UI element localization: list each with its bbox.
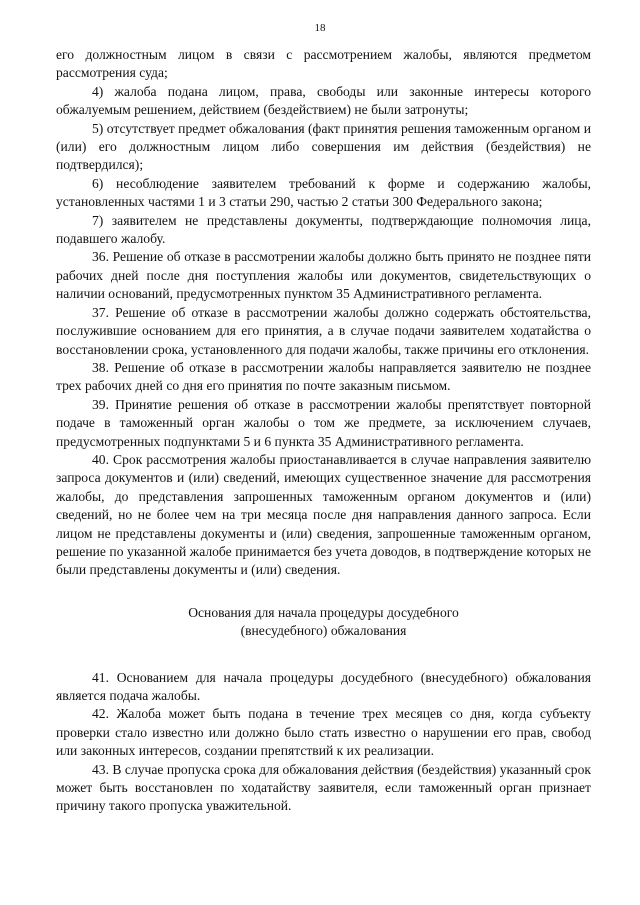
paragraph-item-4: 4) жалоба подана лицом, права, свободы или законные интересы которого обжалуемым решением, действием (бездействием) не были затронуты; <box>56 83 591 118</box>
section-heading <box>56 604 591 641</box>
paragraph-37: 37. Решение об отказе в рассмотрении жалобы должно содержать обстоятельства, послужившие основанием для его принятия, а в случае подачи заявителем ходатайства о восстановлении срока, установленного для подачи жалобы, также причины его отклонения. <box>56 304 591 357</box>
paragraph-item-7: 7) заявителем не представлены документы, подтверждающие полномочия лица, подавшего жалобу. <box>56 212 591 247</box>
paragraph-continuation: его должностным лицом в связи с рассмотрением жалобы, являются предметом рассмотрения суда; <box>56 47 591 81</box>
paragraph-item-6: 6) несоблюдение заявителем требований к форме и содержанию жалобы, установленных частями 1 и 3 статьи 290, частью 2 статьи 300 Федерального закона; <box>56 175 591 210</box>
paragraph-41: 41. Основанием для начала процедуры досудебного (внесудебного) обжалования является подача жалобы. <box>56 669 591 703</box>
paragraph-40: 40. Срок рассмотрения жалобы приостанавливается в случае направления заявителю запроса документов и (или) сведений, имеющих существенное значение для рассмотрения жалобы, до представления запрошенных таможенным органом документов и (или) сведений, но не более чем на три месяца после дня направления данного запроса. Если лицом не представлены документы и (или) сведения, запрошенные таможенным органом, решение по указанной жалобе принимается без учета доводов, в подтверждение которых не были представлены документы и (или) сведения. <box>56 451 591 578</box>
document-body <box>56 46 591 816</box>
section-heading-line-2: (внесудебного) обжалования <box>240 623 407 639</box>
paragraph-38: 38. Решение об отказе в рассмотрении жалобы направляется заявителю не позднее трех рабочих дней со дня его принятия по почте заказным письмом. <box>56 359 591 394</box>
section-heading-line-1: Основания для начала процедуры досудебного <box>188 604 459 620</box>
page-number: 18 <box>314 22 326 34</box>
paragraph-43: 43. В случае пропуска срока для обжалования действия (бездействия) указанный срок может быть восстановлен по ходатайству заявителя, если таможенный орган признает причину такого пропуска уважительной. <box>56 761 591 814</box>
paragraph-42: 42. Жалоба может быть подана в течение трех месяцев со дня, когда субъекту проверки стало известно или должно было стать известно о нарушении его прав, свобод или законных интересов, создании препятствий к их реализации. <box>56 706 591 759</box>
paragraph-36: 36. Решение об отказе в рассмотрении жалобы должно быть принято не позднее пяти рабочих дней после дня поступления жалобы или документов, свидетельствующих о наличии оснований, предусмотренных пунктом 35 Административного регламента. <box>56 249 591 302</box>
paragraph-39: 39. Принятие решения об отказе в рассмотрении жалобы препятствует повторной подаче в таможенный орган жалобы о том же предмете, за исключением случаев, предусмотренных подпунктами 5 и 6 пункта 35 Административного регламента. <box>56 396 591 449</box>
paragraph-item-5: 5) отсутствует предмет обжалования (факт принятия решения таможенным органом и (или) его должностным лицом либо совершения им действия (бездействия) не подтвердился); <box>56 120 591 173</box>
